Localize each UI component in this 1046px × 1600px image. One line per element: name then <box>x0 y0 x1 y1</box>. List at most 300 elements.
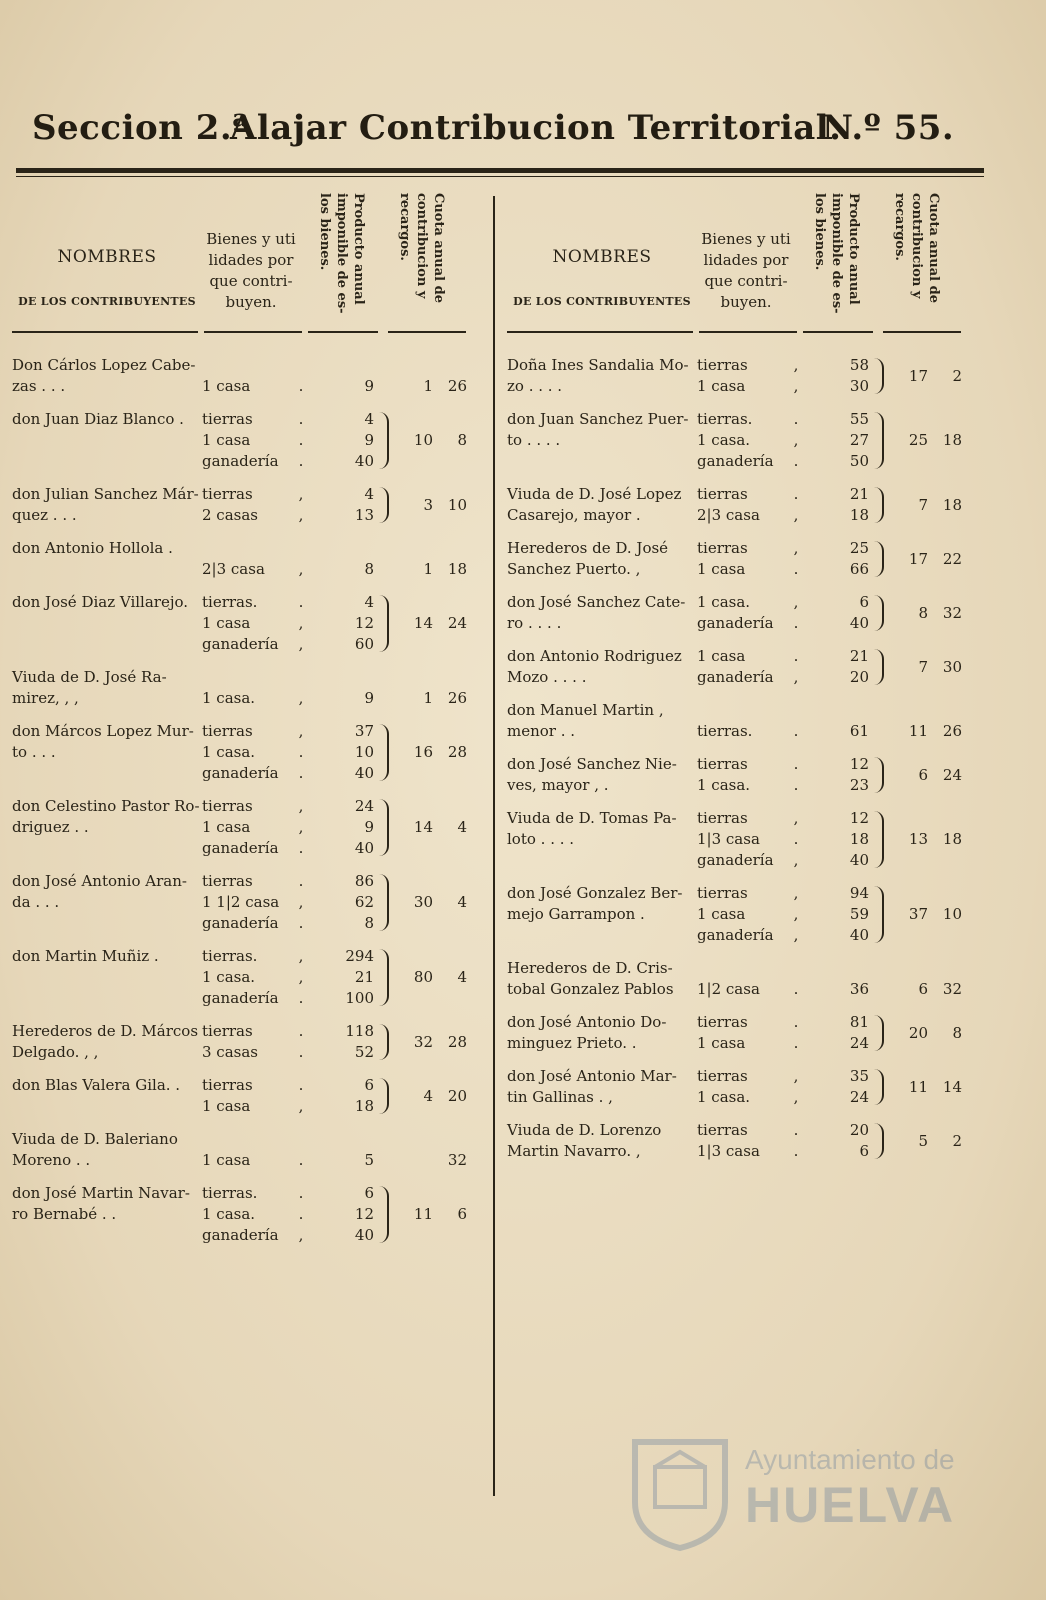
bienes-item <box>697 484 807 505</box>
brace <box>378 1078 389 1114</box>
producto-value: 18 <box>354 1097 374 1115</box>
bienes-label: ganadería <box>697 452 774 470</box>
producto-value: 94 <box>849 884 869 902</box>
entry <box>12 871 487 934</box>
producto-value: 40 <box>354 839 374 857</box>
bienes-item <box>697 775 807 796</box>
bienes-label: 1 casa <box>202 818 251 836</box>
left-entries <box>12 355 487 1246</box>
bienes-label: tierras. <box>202 947 258 965</box>
contributor-name: don José Sanchez Nie- ves, mayor , . <box>507 755 677 794</box>
section-label: Seccion 2.ª <box>32 108 250 148</box>
bienes-punct: . <box>793 1034 799 1052</box>
cuota-fraction: 4 <box>457 968 467 986</box>
producto-value: 20 <box>849 668 869 686</box>
bienes-label: 1 casa <box>697 377 746 395</box>
left-column <box>12 185 487 1515</box>
bienes-punct: . <box>298 377 304 395</box>
bienes-label: 1 casa <box>202 614 251 632</box>
bienes-label: 2|3 casa <box>697 506 760 524</box>
bienes-list <box>202 1021 312 1063</box>
producto-value: 5 <box>364 1151 374 1169</box>
bienes-punct: , <box>793 506 799 524</box>
bienes-item <box>202 430 312 451</box>
bienes-list <box>697 355 807 397</box>
bienes-list <box>202 796 312 859</box>
contributor-name: Herederos de D. Márcos Delgado. , , <box>12 1022 199 1061</box>
contributor-name: don Julian Sanchez Már- quez . . . <box>12 485 199 524</box>
bienes-item <box>202 946 312 967</box>
bienes-label: tierras <box>697 1121 748 1139</box>
cuota-fraction: 8 <box>952 1023 962 1042</box>
bienes-punct: . <box>298 1043 304 1061</box>
cuota-fraction: 22 <box>942 549 962 568</box>
producto-value: 40 <box>849 926 869 944</box>
bienes-punct: . <box>298 989 304 1007</box>
contributor-name: Herederos de D. José Sanchez Puerto. , <box>507 539 669 578</box>
bienes-punct: , <box>793 377 799 395</box>
bienes-punct: , <box>298 506 304 524</box>
bienes-punct: , <box>298 818 304 836</box>
bienes-item <box>697 979 807 1000</box>
producto-values <box>314 871 374 934</box>
cuota-value <box>887 1131 972 1152</box>
producto-values <box>314 484 374 526</box>
cuota-main: 16 <box>413 743 433 761</box>
bienes-item <box>697 1141 807 1162</box>
cuota-fraction: 10 <box>447 495 467 514</box>
bienes-punct: , <box>793 356 799 374</box>
bienes-label: ganadería <box>202 635 279 653</box>
producto-value: 66 <box>849 560 869 578</box>
entry <box>507 700 982 742</box>
bienes-punct: , <box>298 1226 304 1244</box>
bienes-list <box>202 484 312 526</box>
cuota-main: 10 <box>413 431 433 449</box>
bienes-label: ganadería <box>697 614 774 632</box>
cuota-main: 14 <box>413 614 433 632</box>
header-names-sub: DE LOS CONTRIBUYENTES <box>18 295 196 308</box>
contributor-name: don José Diaz Villarejo. <box>12 593 189 611</box>
bienes-label: ganadería <box>202 764 279 782</box>
producto-value: 52 <box>354 1043 374 1061</box>
header-cuota: Cuota anual de contribucion y recargos. <box>892 193 941 303</box>
contributor-name: don Márcos Lopez Mur- to . . . <box>12 722 194 761</box>
bienes-item <box>697 1033 807 1054</box>
entry <box>507 883 982 946</box>
cuota-main: 8 <box>918 603 928 622</box>
brace <box>378 949 389 1006</box>
producto-value: 12 <box>849 809 869 827</box>
cuota-value <box>887 1077 972 1098</box>
cuota-main: 1 <box>423 689 433 707</box>
bienes-item <box>202 484 312 505</box>
bienes-punct: . <box>298 872 304 890</box>
bienes-item <box>202 913 312 934</box>
bienes-punct: . <box>793 755 799 773</box>
bienes-list <box>202 592 312 655</box>
header-rule-bienes <box>699 331 797 333</box>
producto-values <box>809 646 869 688</box>
bienes-item <box>202 634 312 655</box>
entry <box>507 808 982 871</box>
bienes-punct: . <box>298 764 304 782</box>
producto-value: 58 <box>849 356 869 374</box>
cuota-value <box>887 979 972 1000</box>
producto-value: 9 <box>364 377 374 395</box>
producto-value: 61 <box>849 722 869 740</box>
producto-value: 37 <box>354 722 374 740</box>
bienes-item <box>697 355 807 376</box>
bienes-item <box>202 1021 312 1042</box>
bienes-label: tierras. <box>697 722 753 740</box>
bienes-punct: , <box>298 485 304 503</box>
bienes-punct: , <box>793 926 799 944</box>
bienes-label: tierras <box>202 797 253 815</box>
cuota-main: 14 <box>413 818 433 836</box>
cuota-fraction: 28 <box>447 1032 467 1051</box>
producto-value: 100 <box>345 989 374 1007</box>
cuota-value <box>392 1086 477 1107</box>
producto-value: 50 <box>849 452 869 470</box>
bienes-label: 1 casa <box>697 647 746 665</box>
entry <box>507 409 982 472</box>
column-divider <box>493 196 495 1496</box>
cuota-main: 7 <box>918 495 928 514</box>
cuota-main: 7 <box>918 657 928 676</box>
producto-value: 12 <box>849 755 869 773</box>
producto-values <box>314 796 374 859</box>
cuota-value <box>887 1023 972 1044</box>
cuota-fraction: 18 <box>942 830 962 848</box>
entry <box>12 484 487 526</box>
brace <box>873 412 884 469</box>
brace <box>873 358 884 394</box>
producto-value: 30 <box>849 377 869 395</box>
bienes-item <box>697 451 807 472</box>
bienes-item <box>697 925 807 946</box>
cuota-value <box>392 688 477 709</box>
contributor-name: Don Cárlos Lopez Cabe- zas . . . <box>12 356 196 395</box>
bienes-label: 1 casa <box>697 1034 746 1052</box>
bienes-item <box>202 817 312 838</box>
producto-value: 21 <box>354 968 374 986</box>
brace <box>873 1123 884 1159</box>
entry <box>12 796 487 859</box>
entry <box>12 592 487 655</box>
contributor-name: don Antonio Rodriguez Mozo . . . . <box>507 647 682 686</box>
cuota-value <box>887 657 972 678</box>
bienes-label: 1|3 casa <box>697 830 760 848</box>
bienes-item <box>697 754 807 775</box>
bienes-item <box>202 1075 312 1096</box>
bienes-item <box>697 409 807 430</box>
bienes-list <box>202 1183 312 1246</box>
producto-value: 40 <box>849 614 869 632</box>
bienes-punct: . <box>793 776 799 794</box>
cuota-main: 20 <box>908 1023 928 1042</box>
page-header <box>30 108 990 158</box>
bienes-label: tierras. <box>202 1184 258 1202</box>
bienes-punct: , <box>793 905 799 923</box>
bienes-punct: . <box>793 560 799 578</box>
bienes-item <box>697 538 807 559</box>
contributor-name: don José Antonio Aran- da . . . <box>12 872 187 911</box>
bienes-label: 1|2 casa <box>697 980 760 998</box>
cuota-fraction: 18 <box>942 431 962 449</box>
bienes-punct: . <box>298 593 304 611</box>
producto-values <box>314 721 374 784</box>
producto-value: 20 <box>849 1121 869 1139</box>
producto-value: 12 <box>354 1205 374 1223</box>
entry <box>507 355 982 397</box>
bienes-item <box>202 613 312 634</box>
bienes-punct: , <box>793 809 799 827</box>
cuota-fraction: 32 <box>942 980 962 998</box>
producto-values <box>809 979 869 1000</box>
bienes-list <box>202 721 312 784</box>
bienes-label: tierras <box>202 1076 253 1094</box>
page-number: N.º 55. <box>822 108 955 148</box>
bienes-label: 1|3 casa <box>697 1142 760 1160</box>
bienes-list <box>202 946 312 1009</box>
cuota-fraction: 26 <box>447 377 467 395</box>
bienes-list <box>697 979 807 1000</box>
producto-value: 21 <box>849 647 869 665</box>
bienes-label: ganadería <box>202 989 279 1007</box>
cuota-value <box>887 430 972 451</box>
cuota-fraction: 10 <box>942 905 962 923</box>
bienes-item <box>697 559 807 580</box>
producto-value: 4 <box>364 593 374 611</box>
cuota-fraction: 32 <box>447 1151 467 1169</box>
producto-values <box>809 721 869 742</box>
bienes-label: tierras <box>697 755 748 773</box>
contributor-name: don Celestino Pastor Ro- driguez . . <box>12 797 200 836</box>
header-bienes: Bienes y uti lidades por que contri- buyen. <box>206 230 296 311</box>
producto-values <box>809 409 869 472</box>
header-rule-cuota <box>388 331 466 333</box>
cuota-fraction: 6 <box>457 1205 467 1223</box>
bienes-label: tierras. <box>697 410 753 428</box>
right-column-header <box>507 185 982 335</box>
bienes-item <box>202 967 312 988</box>
bienes-item <box>202 838 312 859</box>
bienes-item <box>202 763 312 784</box>
cuota-fraction: 14 <box>942 1077 962 1096</box>
cuota-value <box>887 549 972 570</box>
bienes-punct: , <box>298 893 304 911</box>
bienes-punct: . <box>793 722 799 740</box>
cuota-main: 3 <box>423 495 433 514</box>
contributor-name: Viuda de D. Tomas Pa- loto . . . . <box>507 809 677 848</box>
cuota-value <box>392 559 477 580</box>
bienes-item <box>202 505 312 526</box>
header-rule <box>16 168 984 173</box>
brace <box>873 595 884 631</box>
producto-value: 24 <box>354 797 374 815</box>
producto-value: 40 <box>354 452 374 470</box>
cuota-main: 1 <box>423 560 433 578</box>
bienes-item <box>697 1087 807 1108</box>
bienes-list <box>202 1075 312 1117</box>
producto-value: 40 <box>354 1226 374 1244</box>
producto-value: 40 <box>354 764 374 782</box>
bienes-label: tierras. <box>202 593 258 611</box>
bienes-punct: . <box>298 452 304 470</box>
bienes-list <box>697 592 807 634</box>
brace <box>378 1186 389 1243</box>
bienes-item <box>697 904 807 925</box>
producto-values <box>809 883 869 946</box>
bienes-punct: . <box>793 647 799 665</box>
cuota-value <box>392 613 477 634</box>
producto-value: 9 <box>364 689 374 707</box>
bienes-label: ganadería <box>697 851 774 869</box>
contributor-name: Viuda de D. José Ra- mirez, , , <box>12 668 167 707</box>
producto-values <box>314 1075 374 1117</box>
brace <box>378 874 389 931</box>
bienes-list <box>202 409 312 472</box>
cuota-fraction: 24 <box>942 765 962 784</box>
bienes-punct: , <box>298 614 304 632</box>
cuota-fraction: 26 <box>447 689 467 707</box>
bienes-item <box>697 808 807 829</box>
brace <box>378 724 389 781</box>
entry <box>507 754 982 796</box>
producto-values <box>809 484 869 526</box>
bienes-list <box>697 1120 807 1162</box>
bienes-list <box>697 1066 807 1108</box>
bienes-label: ganadería <box>202 914 279 932</box>
cuota-main: 11 <box>908 722 928 740</box>
contributor-name: don José Antonio Do- minguez Prieto. . <box>507 1013 667 1052</box>
producto-value: 60 <box>354 635 374 653</box>
bienes-label: 1 casa <box>202 1097 251 1115</box>
bienes-label: tierras <box>697 539 748 557</box>
cuota-fraction: 24 <box>447 614 467 632</box>
contributor-name: don Blas Valera Gila. . <box>12 1076 181 1094</box>
cuota-main: 80 <box>413 968 433 986</box>
producto-values <box>809 808 869 871</box>
bienes-punct: . <box>793 1142 799 1160</box>
header-names-sub: DE LOS CONTRIBUYENTES <box>513 295 691 308</box>
contributor-name: Viuda de D. José Lopez Casarejo, mayor . <box>507 485 682 524</box>
brace <box>873 886 884 943</box>
cuota-main: 5 <box>918 1131 928 1150</box>
bienes-item <box>697 721 807 742</box>
producto-values <box>314 688 374 709</box>
bienes-list <box>697 1012 807 1054</box>
bienes-label: 1 casa. <box>202 1205 256 1223</box>
entry <box>507 592 982 634</box>
bienes-item <box>697 883 807 904</box>
entry <box>507 484 982 526</box>
bienes-label: tierras <box>697 884 748 902</box>
bienes-punct: , <box>793 539 799 557</box>
bienes-label: ganadería <box>202 1226 279 1244</box>
producto-values <box>809 1066 869 1108</box>
cuota-fraction: 26 <box>942 722 962 740</box>
bienes-punct: , <box>793 1067 799 1085</box>
bienes-punct: . <box>793 485 799 503</box>
cuota-value <box>887 904 972 925</box>
header-producto: Producto anual imponible de es- los bienes. <box>317 193 366 314</box>
bienes-punct: , <box>793 593 799 611</box>
producto-values <box>314 592 374 655</box>
bienes-label: 1 casa <box>697 560 746 578</box>
cuota-value <box>392 1032 477 1053</box>
cuota-main: 11 <box>908 1077 928 1096</box>
cuota-value <box>392 430 477 451</box>
producto-value: 9 <box>364 431 374 449</box>
producto-value: 6 <box>364 1076 374 1094</box>
cuota-main: 32 <box>413 1032 433 1051</box>
entry <box>12 355 487 397</box>
brace <box>873 1069 884 1105</box>
producto-values <box>314 1021 374 1063</box>
header-names: NOMBRES <box>57 247 157 267</box>
bienes-list <box>202 688 312 709</box>
contributor-name: don José Gonzalez Ber- mejo Garrampon . <box>507 884 683 923</box>
bienes-punct: . <box>793 410 799 428</box>
bienes-label: ganadería <box>697 668 774 686</box>
entry <box>507 646 982 688</box>
bienes-label: 1 casa <box>697 905 746 923</box>
producto-value: 10 <box>354 743 374 761</box>
producto-value: 4 <box>364 485 374 503</box>
cuota-fraction: 18 <box>942 495 962 514</box>
bienes-list <box>697 883 807 946</box>
bienes-item <box>202 1225 312 1246</box>
bienes-item <box>697 850 807 871</box>
producto-value: 6 <box>859 593 869 611</box>
entry <box>12 667 487 709</box>
bienes-punct: , <box>793 668 799 686</box>
brace <box>378 412 389 469</box>
bienes-punct: , <box>298 635 304 653</box>
header-names: NOMBRES <box>552 247 652 267</box>
brace <box>378 487 389 523</box>
cuota-value <box>392 892 477 913</box>
bienes-punct: . <box>298 1184 304 1202</box>
producto-value: 23 <box>849 776 869 794</box>
header-cuota: Cuota anual de contribucion y recargos. <box>397 193 446 303</box>
producto-value: 4 <box>364 410 374 428</box>
page-title: Alajar Contribucion Territorial. <box>230 108 842 148</box>
bienes-label: tierras <box>202 410 253 428</box>
producto-values <box>809 592 869 634</box>
bienes-list <box>202 376 312 397</box>
cuota-fraction: 8 <box>457 431 467 449</box>
cuota-main: 1 <box>423 377 433 395</box>
bienes-punct: . <box>793 1013 799 1031</box>
producto-value: 8 <box>364 914 374 932</box>
producto-values <box>809 538 869 580</box>
cuota-value <box>887 765 972 786</box>
bienes-punct: , <box>298 968 304 986</box>
bienes-item <box>202 451 312 472</box>
bienes-punct: , <box>793 884 799 902</box>
bienes-item <box>202 892 312 913</box>
cuota-fraction: 30 <box>942 657 962 676</box>
bienes-punct: . <box>298 410 304 428</box>
producto-value: 8 <box>364 560 374 578</box>
watermark-line2: HUELVA <box>745 1477 956 1533</box>
entry <box>507 1120 982 1162</box>
bienes-label: tierras <box>202 872 253 890</box>
bienes-list <box>697 409 807 472</box>
